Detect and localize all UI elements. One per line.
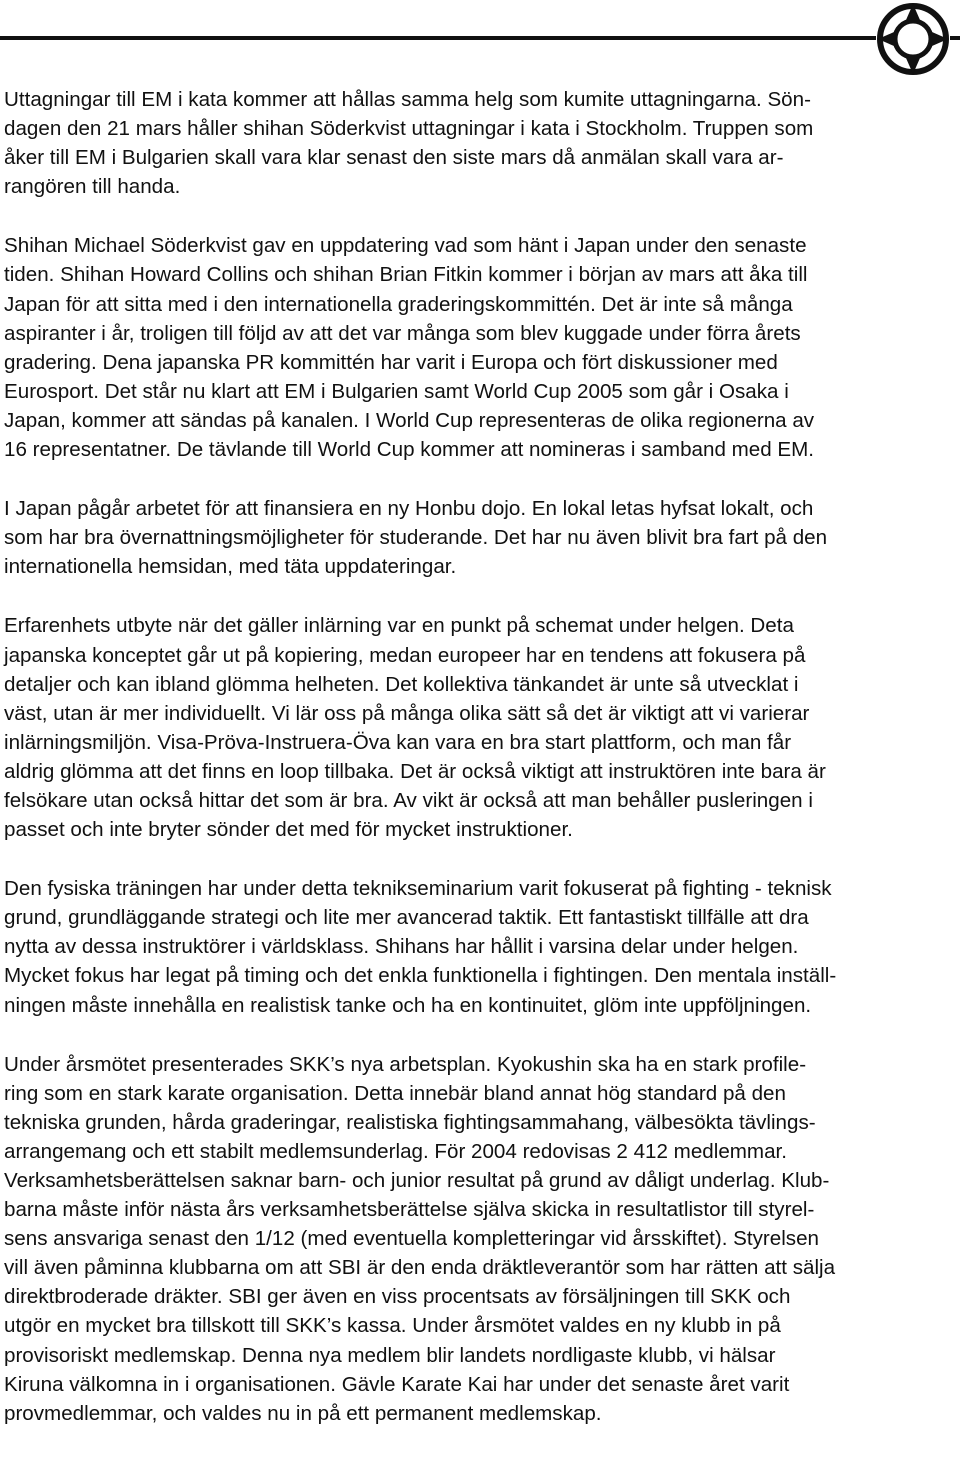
header-rule <box>0 36 960 40</box>
paragraph: Shihan Michael Söderkvist gav en uppdatering vad som hänt i Japan under den senaste tiden. Shihan Howard Collins och shihan Brian Fitkin kommer i början av mars att åka till Japan för att sitta med i den internationella graderingskommittén. Det är inte så många aspiranter i år, troligen till följd av att det var många som blev kuggade under förra årets gradering. Dena japanska PR kommittén har varit i Europa och fört diskussioner med Eurosport. Det står nu klart att EM i Bulgarien samt World Cup 2005 som går i Osaka i Japan, kommer att sändas på kanalen. I World Cup representeras de olika regionerna av 16 representatner. De tävlande till World Cup kommer att nomineras i samband med EM. <box>4 234 815 462</box>
kyokushin-emblem-icon <box>876 2 950 76</box>
paragraph: Den fysiska träningen har under detta teknikseminarium varit fokuserat på fighting - teknisk grund, grundläggande strategi och lite mer avancerad taktik. Ett fantastiskt tillfälle att dra nytta av dessa instruktörer i världsklass. Shihans har hållit i varsina delar under helgen. Mycket fokus har legat på timing och det enkla funktionella i fightingen. Den mentala inställ- ningen måste innehålla en realistisk tanke och ha en kontinuitet, glöm inte uppföljningen. <box>4 877 837 1017</box>
paragraph: I Japan pågår arbetet för att finansiera en ny Honbu dojo. En lokal letas hyfsat lokalt, och som har bra övernattningsmöjligheter för studerande. Det har nu även blivit bra fart på den internationella hemsidan, med täta uppdateringar. <box>4 497 828 579</box>
paragraph: Erfarenhets utbyte när det gäller inlärning var en punkt på schemat under helgen. Deta japanska konceptet går ut på kopiering, medan europeer har en tendens att fokusera på detaljer och kan ibland glömma helheten. Det kollektiva tänkandet är unte så utvecklat i väst, utan är mer individuellt. Vi lär oss på många olika sätt så det är viktigt att vi varierar inlärningsmiljön. Visa-Pröva-Instruera-Öva kan vara en bra start plattform, och man får aldrig glömma att det finns en loop tillbaka. Det är också viktigt att instruktören inte bara är felsökare utan också hittar det som är bra. Av vikt är också att man behåller pusleringen i passet och inte bryter sönder det med för mycket instruktioner. <box>4 614 826 842</box>
paragraph: Under årsmötet presenterades SKK’s nya arbetsplan. Kyokushin ska ha en stark profile- ring som en stark karate organisation. Detta innebär bland annat hög standard på den tekniska grunden, hårda graderingar, realistiska fightingsammahang, välbesökta tävlings- arrangemang och ett stabilt medlemsunderlag. För 2004 redovisas 2 412 medlemmar. Verksamhetsberättelsen saknar barn- och junior resultat på grund av dåligt underlag. Klub- barna måste inför nästa års verksamhetsberättelse själva skicka in resultatlistor till styrel- sens ansvariga senast den 1/12 (med eventuella kompletteringar vid årsskiftet). Styrelsen vill även påminna klubbarna om att SBI är den enda dräktleverantör som har rätten att sälja direktbroderade dräkter. SBI ger även en viss procentsats av försäljningen till SKK och utgör en mycket bra tillskott till SKK’s kassa. Under årsmötet valdes en ny klubb in på provisoriskt medlemskap. Denna nya medlem blir landets nordligaste klubb, vi hälsar Kiruna välkomna in i organisationen. Gävle Karate Kai har under det senaste året varit provmedlemmar, och valdes nu in på ett permanent medlemskap. <box>4 1052 836 1425</box>
article-body <box>4 85 954 1458</box>
paragraph: Uttagningar till EM i kata kommer att hållas samma helg som kumite uttagningarna. Sön- dagen den 21 mars håller shihan Söderkvist uttagningar i kata i Stockholm. Truppen som åker till EM i Bulgarien skall vara klar senast den siste mars då anmälan skall vara ar- rangören till handa. <box>4 88 814 199</box>
